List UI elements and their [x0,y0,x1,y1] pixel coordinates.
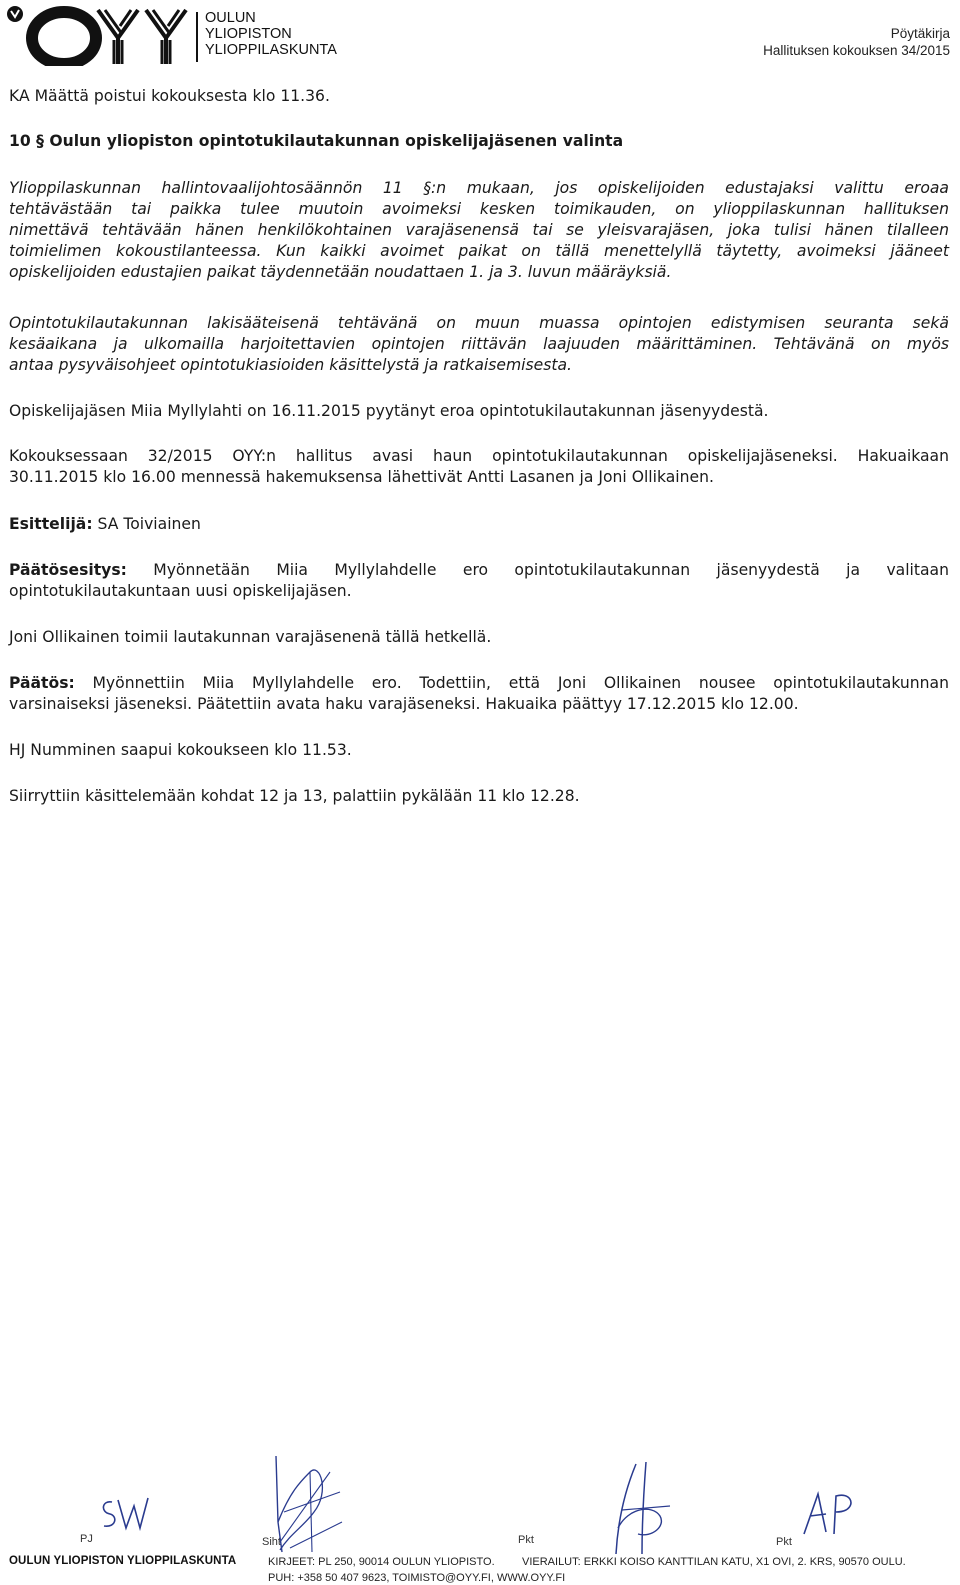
note-left-meeting: KA Määttä poistui kokouksesta klo 11.36. [9,87,330,105]
org-name [205,10,337,58]
presenter-value: SA Toiviainen [92,515,201,533]
paragraph-regulation [9,178,949,283]
oyy-logo-icon [6,4,201,66]
footer-mailing-address: KIRJEET: PL 250, 90014 OULUN YLIOPISTO. [268,1556,495,1568]
paragraph-line: antaa pysyväisohjeet opintotukiasioiden käsittelystä ja ratkaisemisesta. [9,356,572,374]
proposal-line-1 [9,560,949,581]
signature-checker-2-icon [800,1488,860,1538]
paragraph-line: Ylioppilaskunnan hallintovaalijohtosäännön 11 §:n mukaan, jos opiskelijoiden edustajaksi valittu eroaa [9,179,949,197]
paragraph-line: kesäaikana ja ulkomailla harjoitettavien opintojen riittävän laajuuden määrittäminen. Tehtävänä on myös [9,335,949,353]
signature-label-chair: PJ [80,1533,93,1545]
proposal-line-2: opintotukilautakuntaan uusi opiskelijajäsen. [9,582,352,600]
paragraph-line: toimielimen kokoustilanteessa. Kun kaikki avoimet paikat on tällä menettelyllä täytetty, avoimeksi jääneet [9,242,949,260]
paragraph-line: tehtävästään tai paikka tulee muutoin avoimeksi kesken toimikauden, on ylioppilaskunnan hallituksen [9,200,949,218]
signature-checker-1-icon [608,1458,678,1558]
signature-chair-icon [96,1488,156,1538]
paragraph-deputy: Joni Ollikainen toimii lautakunnan varajäsenenä tällä hetkellä. [9,628,492,646]
proposal [9,560,949,602]
presenter [9,514,949,535]
org-line-3: YLIOPPILASKUNTA [205,42,337,58]
note-arrival: HJ Numminen saapui kokoukseen klo 11.53. [9,741,352,759]
decision-line-1 [9,673,949,694]
paragraph-line: 30.11.2015 klo 16.00 mennessä hakemuksensa lähettivät Antti Lasanen ja Joni Ollikainen. [9,468,714,486]
paragraph-line: opiskelijoiden edustajien paikat täydennetään noudattaen 1. ja 3. luvun määräyksiä. [9,263,672,281]
paragraph-applications [9,446,949,488]
footer-organization: OULUN YLIOPISTON YLIOPPILASKUNTA [9,1555,237,1567]
signature-label-secretary: Siht [262,1536,281,1548]
note-agenda-order: Siirryttiin käsittelemään kohdat 12 ja 13, palattiin pykälään 11 klo 12.28. [9,787,580,805]
signature-label-checker-1: Pkt [518,1534,534,1546]
paragraph-committee-duties [9,313,949,376]
paragraph-resignation: Opiskelijajäsen Miia Myllylahti on 16.11.2015 pyytänyt eroa opintotukilautakunnan jäsenyydestä. [9,402,769,420]
proposal-label: Päätösesitys: [9,561,127,579]
org-line-1: OULUN [205,10,256,26]
footer-visiting-address: VIERAILUT: ERKKI KOISO KANTTILAN KATU, X1 OVI, 2. KRS, 90570 OULU. [522,1556,906,1568]
section-title: 10 § Oulun yliopiston opintotukilautakunnan opiskelijajäsenen valinta [9,132,624,150]
decision-label: Päätös: [9,674,75,692]
paragraph-line: Opintotukilautakunnan lakisääteisenä tehtävänä on muun muassa opintojen edistymisen seuranta sekä [9,314,949,332]
signature-label-checker-2: Pkt [776,1536,792,1548]
meeting-number: Hallituksen kokouksen 34/2015 [763,43,950,58]
decision-line-2: varsinaiseksi jäseneksi. Päätettiin avata haku varajäseneksi. Hakuaika päättyy 17.12.2015 klo 12.00. [9,695,799,713]
paragraph-line: nimettävä tehtävään hänen henkilökohtainen varajäsenensä tai se yleisvarajäsen, joka tulisi hänen tilalleen [9,221,949,239]
proposal-text: Myönnetään Miia Myllylahdelle ero opintotukilautakunnan jäsenyydestä ja valitaan [126,561,949,579]
presenter-label: Esittelijä: [9,515,93,533]
org-line-2: YLIOPISTON [205,26,292,42]
decision-text: Myönnettiin Miia Myllylahdelle ero. Todettiin, että Joni Ollikainen nousee opintotukilautakunnan [74,674,949,692]
paragraph-line: Kokouksessaan 32/2015 OYY:n hallitus avasi haun opintotukilautakunnan opiskelijajäseneksi. Hakuaikaan [9,447,949,465]
document-type: Pöytäkirja [890,26,950,41]
signature-secretary-icon [270,1452,350,1557]
decision [9,673,949,715]
oyy-logo [6,4,201,66]
document-header [763,25,950,59]
footer-contact: PUH: +358 50 407 9623, TOIMISTO@OYY.FI, WWW.OYY.FI [268,1572,566,1584]
